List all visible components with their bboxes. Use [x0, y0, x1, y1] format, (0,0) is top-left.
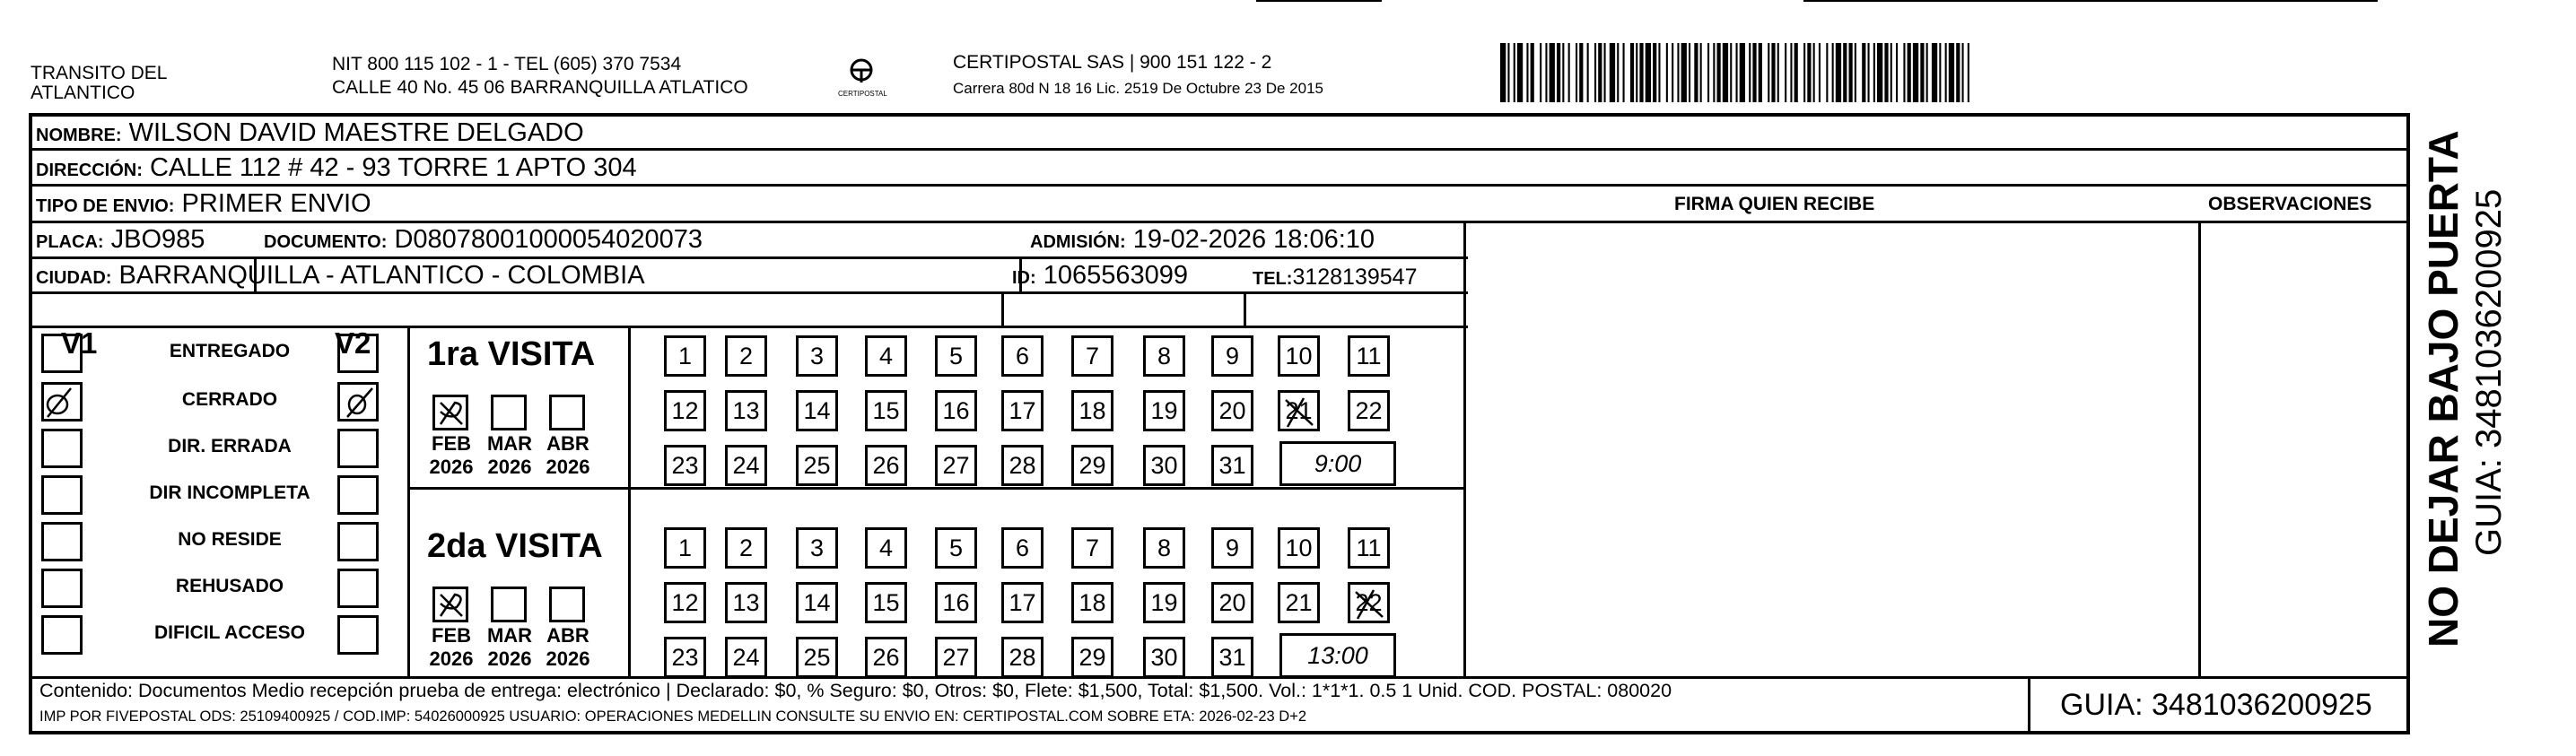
- first-visit-title: 1ra VISITA: [427, 335, 596, 373]
- col-divider: [1001, 291, 1004, 327]
- observaciones-header: OBSERVACIONES: [2208, 194, 2372, 214]
- footer-print-info: IMP POR FIVEPOSTAL ODS: 25109400925 / COD.IMP: 54026000925 USUARIO: OPERACIONES MEDELLIN CONSULTE SU ENVIO EN: CERTIPOSTAL.COM SOBRE ETA: 2026-02-23 D+2: [39, 708, 1307, 725]
- day-box[interactable]: 3: [796, 335, 838, 377]
- admision-value: 19-02-2026 18:06:10: [1132, 225, 1375, 254]
- row-divider: [32, 326, 1468, 328]
- month-label: ABR: [546, 624, 589, 647]
- month-year: 2026: [487, 456, 532, 478]
- day-box[interactable]: 23: [664, 637, 706, 678]
- col-divider: [1244, 291, 1246, 327]
- day-box[interactable]: 28: [1001, 445, 1043, 486]
- month-year: 2026: [546, 456, 590, 478]
- nombre-label: NOMBRE:: [36, 126, 122, 145]
- status-label: CERRADO: [181, 389, 278, 410]
- day-box[interactable]: 25: [796, 637, 838, 678]
- second-visit-title: 2da VISITA: [427, 527, 603, 565]
- day-box[interactable]: 21: [1278, 582, 1320, 623]
- day-box[interactable]: 24: [725, 637, 767, 678]
- v2-checkbox[interactable]: [337, 475, 379, 515]
- day-box[interactable]: 5: [935, 335, 977, 377]
- v1-checkbox[interactable]: [41, 522, 83, 561]
- status-label: DIR INCOMPLETA: [149, 482, 310, 503]
- day-box[interactable]: 29: [1071, 637, 1113, 678]
- footer-contents: Contenido: Documentos Medio recepción prueba de entrega: electrónico | Declarado: $0, % Seguro: $0, Otros: $0, Flete: $1,500, Total: $1,500. Vol.: 1*1*1. 0.5 1 Unid. COD. POSTAL: 080020: [39, 680, 1672, 701]
- v1-checkbox[interactable]: [41, 334, 83, 373]
- documento-cell: [264, 224, 703, 257]
- day-box[interactable]: 8: [1143, 335, 1185, 377]
- license-line: Carrera 80d N 18 16 Lic. 2519 De Octubre 23 De 2015: [953, 80, 1323, 97]
- day-box[interactable]: 1: [664, 527, 706, 569]
- day-box[interactable]: 31: [1211, 445, 1253, 486]
- day-box[interactable]: 4: [865, 335, 907, 377]
- documento-value: D08078001000054020073: [394, 225, 703, 254]
- side-guia: GUIA: 3481036200925: [2469, 188, 2509, 556]
- id-cell: [1012, 260, 1188, 293]
- day-box[interactable]: 11: [1348, 527, 1390, 569]
- certipostal-logo: [834, 52, 888, 106]
- direccion-row: [36, 152, 637, 186]
- day-box[interactable]: 19: [1143, 390, 1185, 431]
- month-label: MAR: [486, 624, 533, 647]
- nombre-row: [36, 117, 584, 151]
- v1-checkbox[interactable]: [41, 615, 83, 655]
- status-label: DIFICIL ACCESO: [153, 622, 305, 643]
- admision-label: ADMISIÓN:: [1030, 232, 1126, 252]
- day-box[interactable]: 15: [865, 390, 907, 431]
- check-mark-icon: [44, 385, 80, 419]
- month-checkbox[interactable]: [491, 587, 527, 622]
- id-label: ID:: [1012, 268, 1036, 288]
- day-box[interactable]: 9: [1211, 335, 1253, 377]
- day-box[interactable]: 23: [664, 445, 706, 486]
- id-value: 1065563099: [1043, 261, 1189, 290]
- status-label: NO RESIDE: [178, 529, 282, 550]
- placa-label: PLACA:: [36, 232, 104, 252]
- day-box[interactable]: 18: [1071, 582, 1113, 623]
- day-box[interactable]: 22: [1348, 390, 1390, 431]
- ciudad-cell: [36, 260, 645, 293]
- month-checkbox[interactable]: [549, 587, 585, 622]
- day-box[interactable]: 20: [1211, 582, 1253, 623]
- day-box[interactable]: 19: [1143, 582, 1185, 623]
- footer-guia: GUIA: 3481036200925: [2060, 688, 2372, 722]
- check-mark-icon: [435, 397, 467, 430]
- status-label: DIR. ERRADA: [168, 436, 292, 456]
- documento-label: DOCUMENTO:: [264, 232, 388, 252]
- ciudad-label: CIUDAD:: [36, 268, 112, 288]
- v1-checkbox[interactable]: [41, 569, 83, 608]
- v2-checkbox[interactable]: [337, 334, 379, 373]
- tel-cell: [1253, 262, 1417, 294]
- month-label: MAR: [486, 432, 533, 455]
- day-box[interactable]: 17: [1001, 582, 1043, 623]
- day-box[interactable]: 30: [1143, 637, 1185, 678]
- sender-name-line2: ATLANTICO: [31, 83, 135, 103]
- day-box[interactable]: 2: [725, 335, 767, 377]
- day-box[interactable]: 27: [935, 445, 977, 486]
- day-box[interactable]: 20: [1211, 390, 1253, 431]
- visit-divider: [407, 487, 1466, 490]
- check-mark-icon: [1282, 395, 1318, 440]
- admision-cell: [1030, 224, 1375, 257]
- check-mark-icon: [1352, 587, 1388, 632]
- nombre-value: WILSON DAVID MAESTRE DELGADO: [128, 118, 584, 147]
- tipo-row: [36, 188, 371, 222]
- v2-header: V2: [335, 326, 371, 360]
- day-box[interactable]: 10: [1278, 335, 1320, 377]
- day-box[interactable]: 7: [1071, 335, 1113, 377]
- day-box[interactable]: 26: [865, 637, 907, 678]
- tipo-value: PRIMER ENVIO: [181, 189, 371, 218]
- sender-nit: NIT 800 115 102 - 1 - TEL (605) 370 7534: [332, 54, 682, 74]
- month-label: FEB: [432, 624, 471, 647]
- col-divider: [2028, 676, 2030, 734]
- logo-text: CERTIPOSTAL: [838, 90, 887, 98]
- day-box[interactable]: 6: [1001, 527, 1043, 569]
- day-box[interactable]: 4: [865, 527, 907, 569]
- no-dejar-bajo-puerta: NO DEJAR BAJO PUERTA: [2420, 130, 2467, 647]
- day-box[interactable]: 8: [1143, 527, 1185, 569]
- company-line: CERTIPOSTAL SAS | 900 151 122 - 2: [953, 52, 1272, 73]
- col-divider: [1463, 221, 1466, 678]
- day-box[interactable]: 25: [796, 445, 838, 486]
- day-box[interactable]: 1: [664, 335, 706, 377]
- month-label: ABR: [546, 432, 589, 455]
- day-box[interactable]: 7: [1071, 527, 1113, 569]
- day-box[interactable]: 28: [1001, 637, 1043, 678]
- v2-checkbox[interactable]: [337, 569, 379, 608]
- day-box[interactable]: 31: [1211, 637, 1253, 678]
- v2-checkbox[interactable]: [337, 615, 379, 655]
- day-box[interactable]: 17: [1001, 390, 1043, 431]
- day-box[interactable]: 14: [796, 582, 838, 623]
- day-box[interactable]: 14: [796, 390, 838, 431]
- day-box[interactable]: 24: [725, 445, 767, 486]
- sender-address: CALLE 40 No. 45 06 BARRANQUILLA ATLATICO: [332, 77, 748, 98]
- month-label: FEB: [432, 432, 471, 455]
- day-box[interactable]: 11: [1348, 335, 1390, 377]
- day-box[interactable]: 12: [664, 390, 706, 431]
- check-mark-icon: [435, 589, 467, 621]
- ciudad-value: BARRANQUILLA - ATLANTICO - COLOMBIA: [118, 261, 645, 290]
- direccion-value: CALLE 112 # 42 - 93 TORRE 1 APTO 304: [149, 153, 637, 182]
- col-divider: [2198, 221, 2201, 678]
- day-box[interactable]: 9: [1211, 527, 1253, 569]
- col-divider: [628, 326, 631, 678]
- month-checkbox[interactable]: [432, 395, 468, 430]
- day-box[interactable]: 12: [664, 582, 706, 623]
- shipping-form: [29, 113, 2410, 734]
- v1-checkbox[interactable]: [41, 382, 83, 421]
- check-mark-icon: [340, 385, 376, 419]
- time-note-box[interactable]: 9:00: [1279, 441, 1396, 486]
- day-box[interactable]: 21: [1278, 390, 1320, 431]
- month-year: 2026: [487, 647, 532, 670]
- col-divider: [407, 326, 410, 678]
- month-checkbox[interactable]: [549, 395, 585, 430]
- day-box[interactable]: 22: [1348, 582, 1390, 623]
- row-divider: [1463, 221, 2410, 223]
- day-box[interactable]: 16: [935, 582, 977, 623]
- day-box[interactable]: 13: [725, 582, 767, 623]
- day-box[interactable]: 29: [1071, 445, 1113, 486]
- day-box[interactable]: 26: [865, 445, 907, 486]
- month-checkbox[interactable]: [491, 395, 527, 430]
- day-box[interactable]: 30: [1143, 445, 1185, 486]
- v2-checkbox[interactable]: [337, 429, 379, 468]
- status-label: ENTREGADO: [169, 341, 291, 361]
- month-year: 2026: [546, 647, 590, 670]
- time-note-box[interactable]: 13:00: [1279, 633, 1396, 678]
- month-year: 2026: [429, 456, 474, 478]
- month-checkbox[interactable]: [432, 587, 468, 622]
- placa-value: JBO985: [110, 225, 205, 254]
- tel-label: TEL:: [1253, 269, 1293, 289]
- v1-header: V1: [61, 326, 98, 360]
- day-box[interactable]: 3: [796, 527, 838, 569]
- day-box[interactable]: 5: [935, 527, 977, 569]
- top-rule: [1803, 0, 2378, 2]
- v2-checkbox[interactable]: [337, 382, 379, 421]
- tipo-label: TIPO DE ENVIO:: [36, 196, 175, 216]
- day-box[interactable]: 15: [865, 582, 907, 623]
- status-label: REHUSADO: [175, 576, 284, 596]
- v2-checkbox[interactable]: [337, 522, 379, 561]
- top-rule: [1256, 0, 1382, 2]
- day-box[interactable]: 2: [725, 527, 767, 569]
- v1-checkbox[interactable]: [41, 475, 83, 515]
- firma-header: FIRMA QUIEN RECIBE: [1674, 194, 1875, 214]
- day-box[interactable]: 18: [1071, 390, 1113, 431]
- direccion-label: DIRECCIÓN:: [36, 161, 143, 180]
- tel-value: 3128139547: [1292, 265, 1418, 290]
- placa-cell: [36, 224, 205, 257]
- day-box[interactable]: 16: [935, 390, 977, 431]
- month-year: 2026: [429, 647, 474, 670]
- sender-name-line1: TRANSITO DEL: [31, 63, 168, 83]
- day-box[interactable]: 13: [725, 390, 767, 431]
- day-box[interactable]: 10: [1278, 527, 1320, 569]
- day-box[interactable]: 27: [935, 637, 977, 678]
- v1-checkbox[interactable]: [41, 429, 83, 468]
- day-box[interactable]: 6: [1001, 335, 1043, 377]
- barcode: [1500, 43, 2179, 102]
